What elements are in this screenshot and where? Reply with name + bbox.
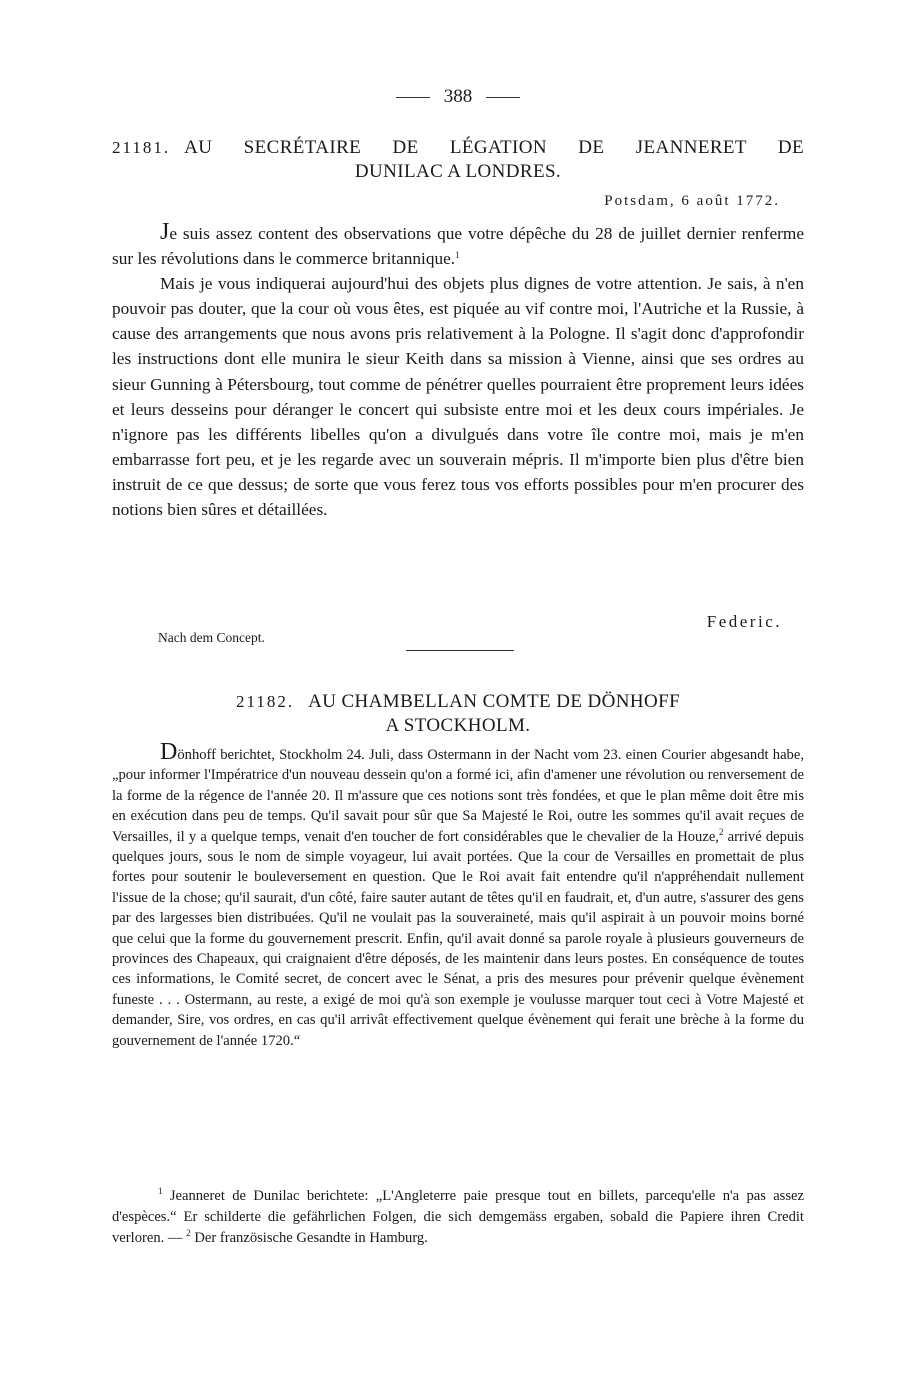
- header-dash-right: [486, 97, 520, 98]
- footnote-2-marker: 2: [186, 1228, 191, 1238]
- letter1-title-line1: [112, 136, 804, 160]
- letter1-paragraph-2: Mais je vous indiquerai aujourd'hui des objets plus dignes de votre attention. Je sais, à n'en pouvoir pas douter, que la cour où vous êtes, est piquée au vif contre moi, l'Autriche et la Russie, à cause des arrangements que nous avons pris relativement à la Pologne. Il s'agit donc d'approfondir les instructions dont elle munira le sieur Keith dans sa mission à Vienne, ainsi que ses ordres au sieur Gunning à Pétersbourg, tout comme de pénétrer quelles pourraient être proprement leurs idées et leurs desseins pour déranger le concert qui subsiste entre moi et les deux cours impériales. Je n'ignore pas les différents libelles qu'on a divulgués dans votre île contre moi, mais je m'en embarrasse fort peu, et je les regarde avec un souverain mépris. Il m'importe bien plus d'être bien instruit de ce que dessus; de sorte que vous ferez tous vos efforts possibles pour m'en procurer des notions bien sûres et détaillées.: [112, 274, 804, 520]
- letter2-number: 21182.: [235, 692, 295, 711]
- letter2-paragraph-1: [112, 739, 804, 1051]
- header-dash-left: [396, 97, 430, 98]
- footnote-1-text: Jeanneret de Dunilac berichtete: „L'Angleterre paie presque tout en billets, parcequ'elle n'a pas assez d'espèces.“ Er schilderte die gefährlichen Folgen, die sich demgemäss ergaben, sobald die Papiere ihren Credit verloren. —: [112, 1188, 804, 1246]
- letter1-dateline: Potsdam, 6 août 1772.: [604, 193, 780, 209]
- letter1-signature: Federic.: [706, 612, 782, 631]
- letter1-initial: J: [160, 219, 170, 245]
- letter1-number: 21181.: [112, 138, 171, 157]
- footnote-2-text: Der französische Gesandte in Hamburg.: [190, 1230, 428, 1246]
- section-divider: [406, 650, 514, 651]
- letter2-p1-text-b: arrivé depuis quelques jours, sous le nom de simple voyageur, lui avait portées. Que la cour de Versailles en promettait de plus fortes pour soutenir le bouleversement en question. Que le Roi avait fait entendre qu'il n'appréhendait nullement l'issue de la chose; qu'il saurait, d'un côté, faire sauter autant de têtes qu'il en faudrait, et, d'un autre, s'assurer des gens par des largesses bien distribuées. Qu'il ne voulait pas la souveraineté, mais qu'il aspirait à un pouvoir moins borné que celui que la forme du gouvernement prescrit. Enfin, qu'il avait donné sa parole royale à plusieurs gouverneurs de provinces des Chapeaux, qui craignaient d'être déposés, de les maintenir dans leurs postes. En conséquence de toutes ces informations, le Comité secret, de concert avec le Sénat, a pris des mesures pour prévenir quelque évènement funeste . . . Ostermann, au reste, a exigé de moi qu'à son exemple je voulusse marquer tout ceci à Votre Majesté et demander, Sire, vos ordres, en cas qu'il arrivât effectivement quelque évènement qui ferait une brèche à la forme du gouvernement de l'année 1720.“: [112, 828, 804, 1049]
- letter2-title: [112, 690, 804, 738]
- letter1-body: [112, 220, 804, 522]
- footnote-ref-2: 2: [718, 826, 724, 837]
- footnotes: [112, 1186, 804, 1249]
- letter2-title-text: AU CHAMBELLAN COMTE DE DÖNHOFF: [308, 691, 681, 712]
- letter1-title: [112, 136, 804, 184]
- page-header: [112, 86, 804, 108]
- letter2-body: [112, 739, 804, 1051]
- letter2-title-line1: [112, 690, 804, 714]
- page-number: 388: [443, 86, 473, 107]
- letter1-source: Nach dem Concept.: [158, 630, 265, 645]
- letter1-p1-text: e suis assez content des observations que votre dépêche du 28 de juillet dernier renferme sur les révolutions dans le commerce britannique.: [112, 224, 804, 269]
- letter2-p1-text-a: önhoff berichtet, Stockholm 24. Juli, dass Ostermann in der Nacht vom 23. einen Courier abgesandt habe, „pour informer l'Impératrice d'un nouveau dessein qu'on a formé ici, afin d'amener une révolution ou renversement de la forme de la régence de l'année 20. Il m'assure que ces notions sont très fondées, et que le plan même doit être mis en exécution dans peu de temps. Qu'il savait pour sûr que Sa Majesté le Roi, outre les sommes qu'il avait reçues de Versailles, il y a quelque temps, venait d'en toucher de fort considérables que le chevalier de la Houze,: [112, 747, 804, 845]
- letter2-initial: D: [160, 739, 178, 765]
- footnote-1-marker: 1: [158, 1186, 163, 1196]
- letter1-paragraph-1: [112, 220, 804, 271]
- footnote-ref-1: 1: [455, 250, 460, 261]
- letter2-title-line2: A STOCKHOLM.: [385, 715, 531, 736]
- footnote-1: [112, 1186, 804, 1249]
- letter1-title-text: AU SECRÉTAIRE DE LÉGATION DE JEANNERET DE: [184, 137, 804, 158]
- letter1-title-line2: DUNILAC A LONDRES.: [354, 161, 562, 182]
